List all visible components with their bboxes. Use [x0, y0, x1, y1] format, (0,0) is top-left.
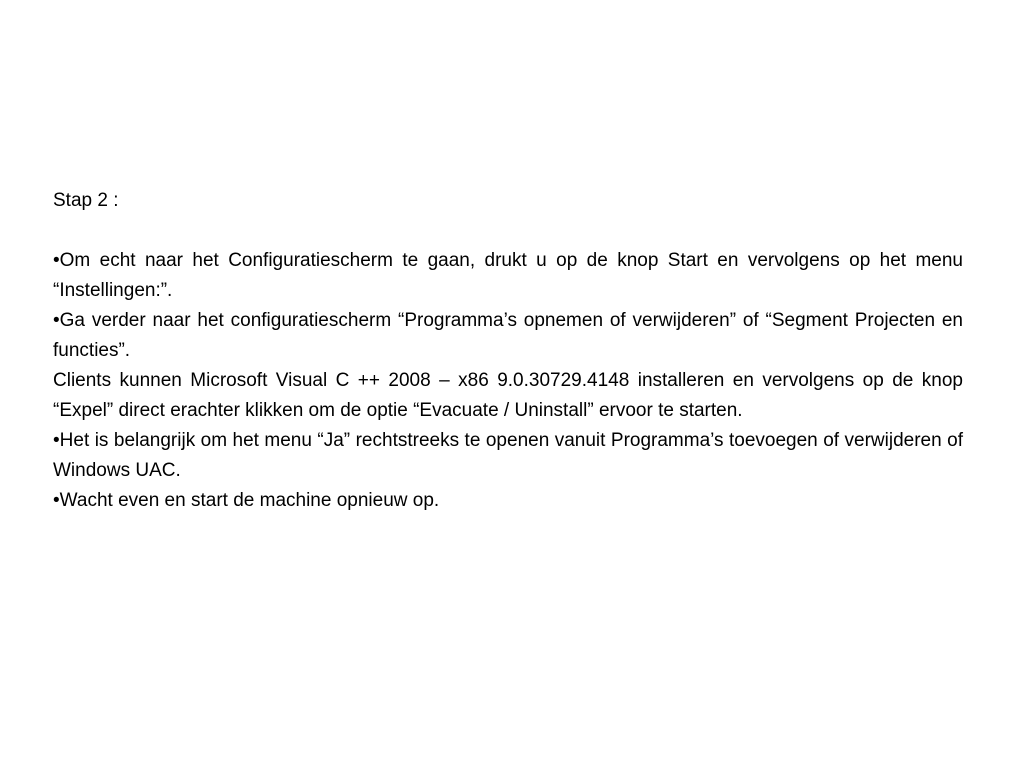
- bullet-text: Het is belangrijk om het menu “Ja” rechtstreeks te openen vanuit Programma’s toevoegen of verwijderen of Windows UAC.: [53, 430, 963, 481]
- bullet-marker: •: [53, 430, 60, 451]
- bullet-text: Wacht even en start de machine opnieuw op.: [59, 490, 440, 511]
- bullet-text: Ga verder naar het configuratiescherm “Programma’s opnemen of verwijderen” of “Segment Projecten en functies”.: [53, 310, 963, 361]
- bullet-item-1: [53, 246, 963, 306]
- bullet-item-4: [53, 486, 963, 516]
- bullet-continuation: Clients kunnen Microsoft Visual C ++ 2008 – x86 9.0.30729.4148 installeren en vervolgens op de knop “Expel” direct erachter klikken om de optie “Evacuate / Uninstall” ervoor te starten.: [53, 370, 963, 421]
- bullet-text: Om echt naar het Configuratiescherm te gaan, drukt u op de knop Start en vervolgens op het menu “Instellingen:”.: [53, 250, 963, 301]
- step-heading: Stap 2 :: [53, 190, 119, 211]
- spacer: [53, 216, 963, 246]
- bullet-marker: •: [53, 490, 60, 511]
- bullet-marker: •: [53, 310, 60, 331]
- bullet-item-2: [53, 306, 963, 366]
- bullet-item-3: [53, 426, 963, 486]
- bullet-marker: •: [53, 250, 60, 271]
- slide-content: [53, 186, 963, 516]
